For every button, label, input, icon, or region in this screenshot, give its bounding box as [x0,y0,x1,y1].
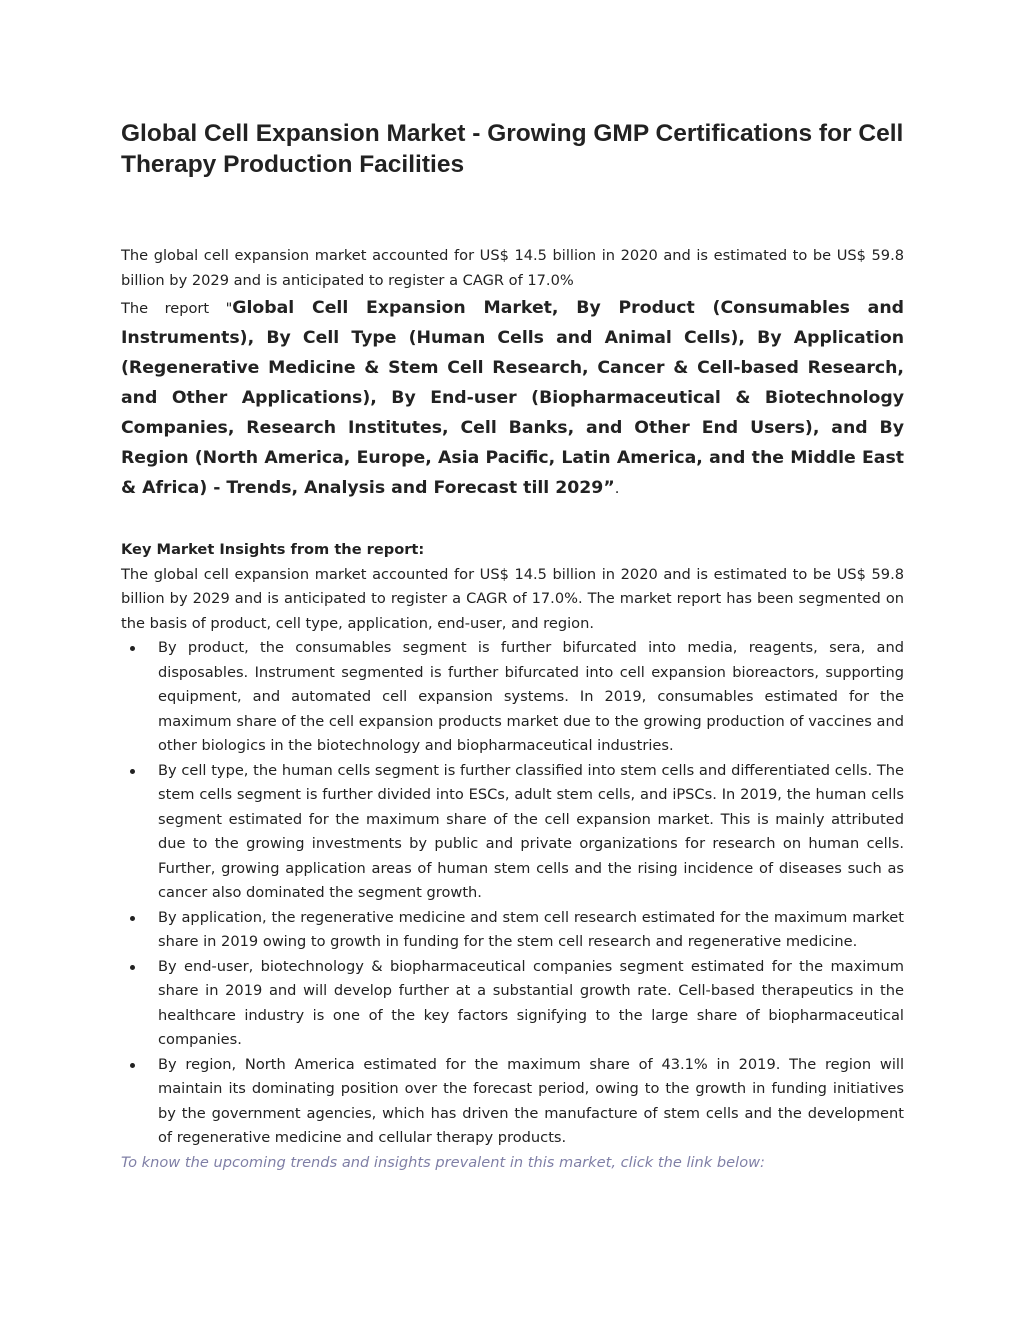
intro-paragraph: The global cell expansion market accounted for US$ 14.5 billion in 2020 and is estimated to be US$ 59.8 billion by 2029 and is anticipated to register a CAGR of 17.0% [121,247,904,289]
report-end: . [614,480,620,497]
bullet-item-product [121,636,904,759]
bullet-item-region [121,1053,904,1151]
cta-link-text[interactable]: To know the upcoming trends and insights prevalent in this market, click the link below: [121,1153,765,1171]
bullet-icon [130,916,135,921]
bullet-icon [130,769,135,774]
report-title: Global Cell Expansion Market, By Product (Consumables and Instruments), By Cell Type (Human Cells and Animal Cells), By Application (Regenerative Medicine & Stem Cell Research, Cancer & Cell-based Research, and Other Applications), By End-user (Biopharmaceutical & Biotechnology Companies, Research Institutes, Cell Banks, and Other End Users), and By Region (North America, Europe, Asia Pacific, Latin America, and the Middle East & Africa) - Trends, Analysis and Forecast till 2029” [121,298,904,498]
bullet-icon [130,1063,135,1068]
insights-bullet-list [121,636,904,1151]
bullet-text: By application, the regenerative medicine and stem cell research estimated for the maximum market share in 2019 owing to growth in funding for the stem cell research and regenerative medicine. [158,908,904,950]
bullet-icon [130,965,135,970]
bullet-text: By region, North America estimated for the maximum share of 43.1% in 2019. The region will maintain its dominating position over the forecast period, owing to the growth in funding initiatives by the government agencies, which has driven the manufacture of stem cells and the development of regenerative medicine and cellular therapy products. [158,1055,904,1146]
report-prefix: The report [121,300,226,317]
report-paragraph [121,293,904,503]
bullet-text: By end-user, biotechnology & biopharmaceutical companies segment estimated for the maximum share in 2019 and will develop further at a substantial growth rate. Cell-based therapeutics in the healthcare industry is one of the key factors signifying to the large share of biopharmaceutical companies. [158,957,904,1048]
document-page [121,118,904,1175]
bullet-item-application [121,906,904,955]
bullet-text: By product, the consumables segment is further bifurcated into media, reagents, sera, and disposables. Instrument segmented is further bifurcated into cell expansion bioreactors, supporting equipment, and automated cell expansion systems. In 2019, consumables estimated for the maximum share of the cell expansion products market due to the growing production of vaccines and other biologics in the biotechnology and biopharmaceutical industries. [158,639,904,754]
document-title: Global Cell Expansion Market - Growing GMP Certifications for Cell Therapy Production Facilities [121,120,904,178]
insights-summary: The global cell expansion market accounted for US$ 14.5 billion in 2020 and is estimated to be US$ 59.8 billion by 2029 and is anticipated to register a CAGR of 17.0%. The market report has been segmented on the basis of product, cell type, application, end-user, and region. [121,565,904,632]
report-open-quote: " [225,300,233,317]
bullet-item-cell-type [121,759,904,906]
bullet-text: By cell type, the human cells segment is further classified into stem cells and differentiated cells. The stem cells segment is further divided into ESCs, adult stem cells, and iPSCs. In 2019, the human cells segment estimated for the maximum share of the cell expansion market. This is mainly attributed due to the growing investments by public and private organizations for research on human cells. Further, growing application areas of human stem cells and the rising incidence of diseases such as cancer also dominated the segment growth. [158,761,904,901]
insights-heading: Key Market Insights from the report: [121,541,425,558]
bullet-item-end-user [121,955,904,1053]
bullet-icon [130,646,135,651]
